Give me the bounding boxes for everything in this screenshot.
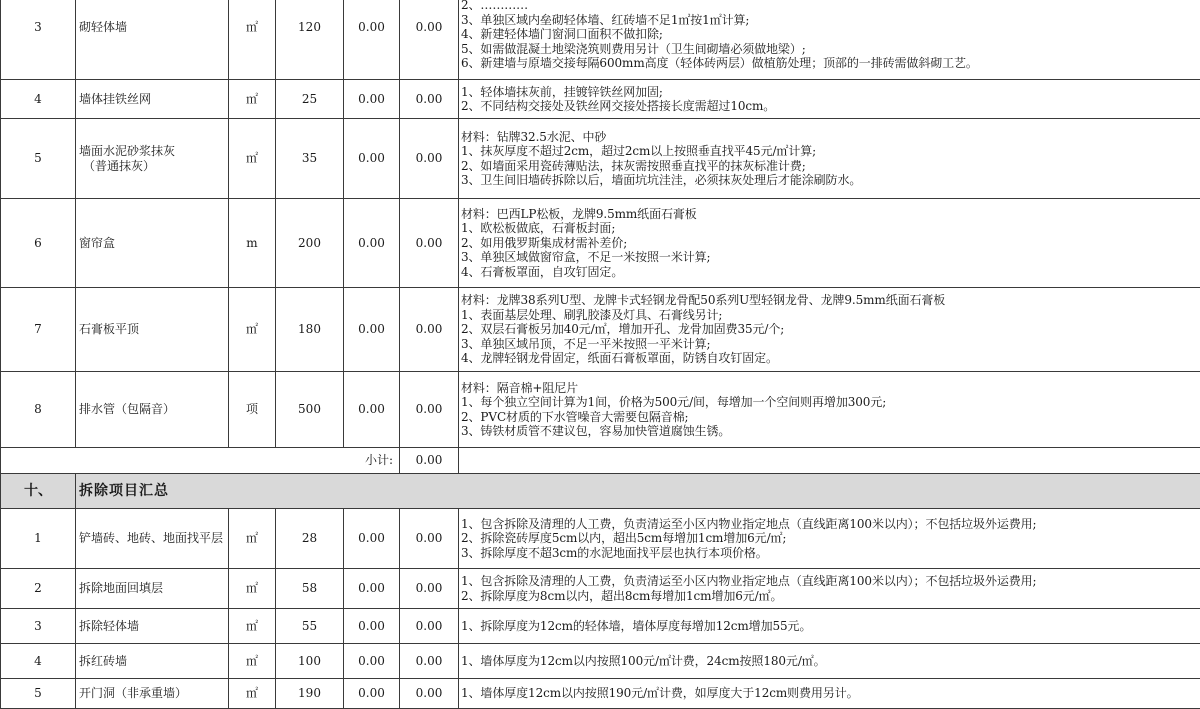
quantity-cell[interactable]: 25	[276, 80, 344, 119]
quantity-cell[interactable]: 55	[276, 609, 344, 644]
amount-cell[interactable]: 0.00	[400, 679, 459, 709]
description-line: 材料：龙牌38系列U型、龙牌卡式轻钢龙骨配50系列U型轻钢龙骨、龙牌9.5mm纸面石膏板	[461, 293, 1200, 308]
amount-cell[interactable]: 0.00	[400, 372, 459, 448]
description-cell[interactable]	[459, 288, 1200, 372]
description-line: 1、表面基层处理、刷乳胶漆及灯具、石膏线另计;	[461, 308, 1200, 323]
description-line: 3、单独区域吊顶，不足一平米按照一平米计算;	[461, 337, 1200, 352]
unit-price-cell[interactable]: 0.00	[344, 288, 400, 372]
description-cell[interactable]	[459, 80, 1200, 119]
table-row	[1, 609, 1200, 644]
quantity-cell[interactable]: 180	[276, 288, 344, 372]
item-name-line: 开门洞（非承重墙）	[79, 686, 225, 701]
description-cell[interactable]	[459, 569, 1200, 609]
description-cell[interactable]	[459, 199, 1200, 288]
item-name-line: 排水管（包隔音）	[79, 402, 225, 417]
description-line: 3、单独区域做窗帘盒，不足一米按照一米计算;	[461, 250, 1200, 265]
item-name-line: 拆除轻体墙	[79, 619, 225, 634]
description-cell[interactable]	[459, 119, 1200, 199]
table-row	[1, 80, 1200, 119]
item-name-line: 石膏板平顶	[79, 322, 225, 337]
item-number-cell[interactable]: 5	[1, 679, 76, 709]
description-line: 2、PVC材质的下水管噪音大需要包隔音棉;	[461, 410, 1200, 425]
description-line: 4、龙牌轻钢龙骨固定，纸面石膏板罩面，防锈自攻钉固定。	[461, 351, 1200, 366]
description-line: 1、包含拆除及清理的人工费，负责清运至小区内物业指定地点（直线距离100米以内）；不包括垃圾外运费用;	[461, 574, 1200, 589]
description-cell[interactable]	[459, 609, 1200, 644]
description-line: 2、不同结构交接处及铁丝网交接处搭接长度需超过10cm。	[461, 99, 1200, 114]
amount-cell[interactable]: 0.00	[400, 509, 459, 569]
description-line: 3、单独区域内垒砌轻体墙、红砖墙不足1㎡按1㎡计算;	[461, 13, 1200, 28]
item-name-line: 拆除地面回填层	[79, 581, 225, 596]
description-line: 材料：巴西LP松板，龙牌9.5mm纸面石膏板	[461, 207, 1200, 222]
unit-cell[interactable]: ㎡	[229, 509, 276, 569]
table-row	[1, 199, 1200, 288]
item-name-cell[interactable]	[76, 199, 229, 288]
description-line: 1、抹灰厚度不超过2cm，超过2cm以上按照垂直找平45元/㎡计算;	[461, 144, 1200, 159]
subtotal-row	[1, 448, 1200, 474]
table-row	[1, 509, 1200, 569]
table-row	[1, 372, 1200, 448]
unit-price-cell[interactable]: 0.00	[344, 372, 400, 448]
unit-price-cell[interactable]: 0.00	[344, 509, 400, 569]
item-name-cell[interactable]	[76, 119, 229, 199]
description-line: 1、轻体墙抹灰前，挂镀锌铁丝网加固;	[461, 85, 1200, 100]
unit-price-cell[interactable]: 0.00	[344, 644, 400, 679]
item-number-cell[interactable]: 7	[1, 288, 76, 372]
description-line: 2、拆除瓷砖厚度5cm以内，超出5cm每增加1cm增加6元/㎡;	[461, 531, 1200, 546]
item-name-line: 拆红砖墙	[79, 654, 225, 669]
description-cell[interactable]	[459, 679, 1200, 709]
amount-cell[interactable]: 0.00	[400, 288, 459, 372]
quantity-cell[interactable]: 190	[276, 679, 344, 709]
unit-cell[interactable]: ㎡	[229, 644, 276, 679]
description-line: 5、如需做混凝土地梁浇筑则费用另计（卫生间砌墙必须做地梁）;	[461, 42, 1200, 57]
item-number-cell[interactable]: 6	[1, 199, 76, 288]
subtotal-label: 小计:	[1, 448, 400, 474]
item-name-cell[interactable]	[76, 644, 229, 679]
item-number-cell[interactable]: 3	[1, 0, 76, 80]
table-row	[1, 0, 1200, 80]
item-number-cell[interactable]: 4	[1, 80, 76, 119]
unit-price-cell[interactable]: 0.00	[344, 0, 400, 80]
description-line: 2、双层石膏板另加40元/㎡，增加开孔、龙骨加固费35元/个;	[461, 322, 1200, 337]
unit-price-cell[interactable]: 0.00	[344, 119, 400, 199]
amount-cell[interactable]: 0.00	[400, 609, 459, 644]
item-number-cell[interactable]: 1	[1, 509, 76, 569]
description-cell[interactable]	[459, 509, 1200, 569]
description-line: 1、拆除厚度为12cm的轻体墙，墙体厚度每增加12cm增加55元。	[461, 619, 1200, 634]
table-row	[1, 644, 1200, 679]
unit-cell[interactable]: ㎡	[229, 679, 276, 709]
section-number: 十、	[1, 474, 76, 509]
subtotal-value[interactable]: 0.00	[400, 448, 459, 474]
unit-price-cell[interactable]: 0.00	[344, 80, 400, 119]
item-name-cell[interactable]	[76, 0, 229, 80]
description-line: 2、如用俄罗斯集成材需补差价;	[461, 236, 1200, 251]
item-name-cell[interactable]	[76, 609, 229, 644]
unit-cell[interactable]: ㎡	[229, 80, 276, 119]
item-number-cell[interactable]: 5	[1, 119, 76, 199]
description-line: 1、墙体厚度为12cm以内按照100元/㎡计费，24cm按照180元/㎡。	[461, 654, 1200, 669]
quantity-cell[interactable]: 200	[276, 199, 344, 288]
description-line: 4、石膏板罩面，自攻钉固定。	[461, 265, 1200, 280]
unit-cell[interactable]: ㎡	[229, 288, 276, 372]
unit-price-cell[interactable]: 0.00	[344, 609, 400, 644]
description-line: 材料：隔音棉+阻尼片	[461, 381, 1200, 396]
table-row	[1, 288, 1200, 372]
amount-cell[interactable]: 0.00	[400, 0, 459, 80]
description-cell[interactable]	[459, 372, 1200, 448]
item-name-cell[interactable]	[76, 569, 229, 609]
description-line: 3、卫生间旧墙砖拆除以后，墙面坑坑洼洼，必须抹灰处理后才能涂刷防水。	[461, 173, 1200, 188]
item-name-line: 窗帘盒	[79, 236, 225, 251]
unit-cell[interactable]: m	[229, 199, 276, 288]
quantity-cell[interactable]: 100	[276, 644, 344, 679]
item-number-cell[interactable]: 2	[1, 569, 76, 609]
description-line: 1、包含拆除及清理的人工费，负责清运至小区内物业指定地点（直线距离100米以内）；不包括垃圾外运费用;	[461, 517, 1200, 532]
item-number-cell[interactable]: 4	[1, 644, 76, 679]
unit-cell[interactable]: 项	[229, 372, 276, 448]
item-name-cell[interactable]	[76, 679, 229, 709]
quantity-cell[interactable]: 120	[276, 0, 344, 80]
description-line: 2、…………	[461, 0, 1200, 13]
quantity-cell[interactable]: 28	[276, 509, 344, 569]
item-name-line: 砌轻体墙	[79, 20, 225, 35]
unit-price-cell[interactable]: 0.00	[344, 569, 400, 609]
amount-cell[interactable]: 0.00	[400, 569, 459, 609]
item-name-line: 铲墙砖、地砖、地面找平层	[79, 531, 225, 546]
item-name-cell[interactable]	[76, 288, 229, 372]
item-name-line: 墙面水泥砂浆抹灰	[79, 144, 225, 159]
section-header-row	[1, 474, 1200, 509]
description-line: 材料：钻牌32.5水泥、中砂	[461, 130, 1200, 145]
item-name-cell[interactable]	[76, 509, 229, 569]
description-line: 3、拆除厚度不超3cm的水泥地面找平层也执行本项价格。	[461, 546, 1200, 561]
amount-cell[interactable]: 0.00	[400, 199, 459, 288]
table-row	[1, 569, 1200, 609]
amount-cell[interactable]: 0.00	[400, 119, 459, 199]
table-row	[1, 119, 1200, 199]
description-line: 1、每个独立空间计算为1间，价格为500元/间，每增加一个空间则再增加300元;	[461, 395, 1200, 410]
unit-price-cell[interactable]: 0.00	[344, 679, 400, 709]
item-number-cell[interactable]: 3	[1, 609, 76, 644]
item-name-line: 墙体挂铁丝网	[79, 92, 225, 107]
item-number-cell[interactable]: 8	[1, 372, 76, 448]
description-cell[interactable]	[459, 0, 1200, 80]
item-name-cell[interactable]	[76, 372, 229, 448]
unit-cell[interactable]: ㎡	[229, 609, 276, 644]
description-line: 4、新建轻体墙门窗洞口面积不做扣除;	[461, 27, 1200, 42]
description-line: 2、拆除厚度为8cm以内，超出8cm每增加1cm增加6元/㎡。	[461, 589, 1200, 604]
unit-cell[interactable]: ㎡	[229, 119, 276, 199]
description-line: 6、新建墙与原墙交接每隔600mm高度（轻体砖两层）做植筋处理；顶部的一排砖需做斜砌工艺。	[461, 56, 1200, 71]
item-name-cell[interactable]	[76, 80, 229, 119]
quantity-cell[interactable]: 500	[276, 372, 344, 448]
description-line: 1、欧松板做底，石膏板封面;	[461, 221, 1200, 236]
unit-cell[interactable]: ㎡	[229, 569, 276, 609]
quantity-cell[interactable]: 35	[276, 119, 344, 199]
amount-cell[interactable]: 0.00	[400, 644, 459, 679]
description-line: 3、铸铁材质管不建议包，容易加快管道腐蚀生锈。	[461, 424, 1200, 439]
unit-cell[interactable]: ㎡	[229, 0, 276, 80]
item-name-line: （普通抹灰）	[79, 159, 225, 174]
description-cell[interactable]	[459, 644, 1200, 679]
description-line: 1、墙体厚度12cm以内按照190元/㎡计费，如厚度大于12cm则费用另计。	[461, 686, 1200, 701]
table-row	[1, 679, 1200, 709]
amount-cell[interactable]: 0.00	[400, 80, 459, 119]
unit-price-cell[interactable]: 0.00	[344, 199, 400, 288]
description-line: 2、如墙面采用瓷砖薄贴法，抹灰需按照垂直找平的抹灰标准计费;	[461, 159, 1200, 174]
quantity-cell[interactable]: 58	[276, 569, 344, 609]
section-title: 拆除项目汇总	[76, 474, 1200, 509]
subtotal-note-cell[interactable]	[459, 448, 1200, 474]
